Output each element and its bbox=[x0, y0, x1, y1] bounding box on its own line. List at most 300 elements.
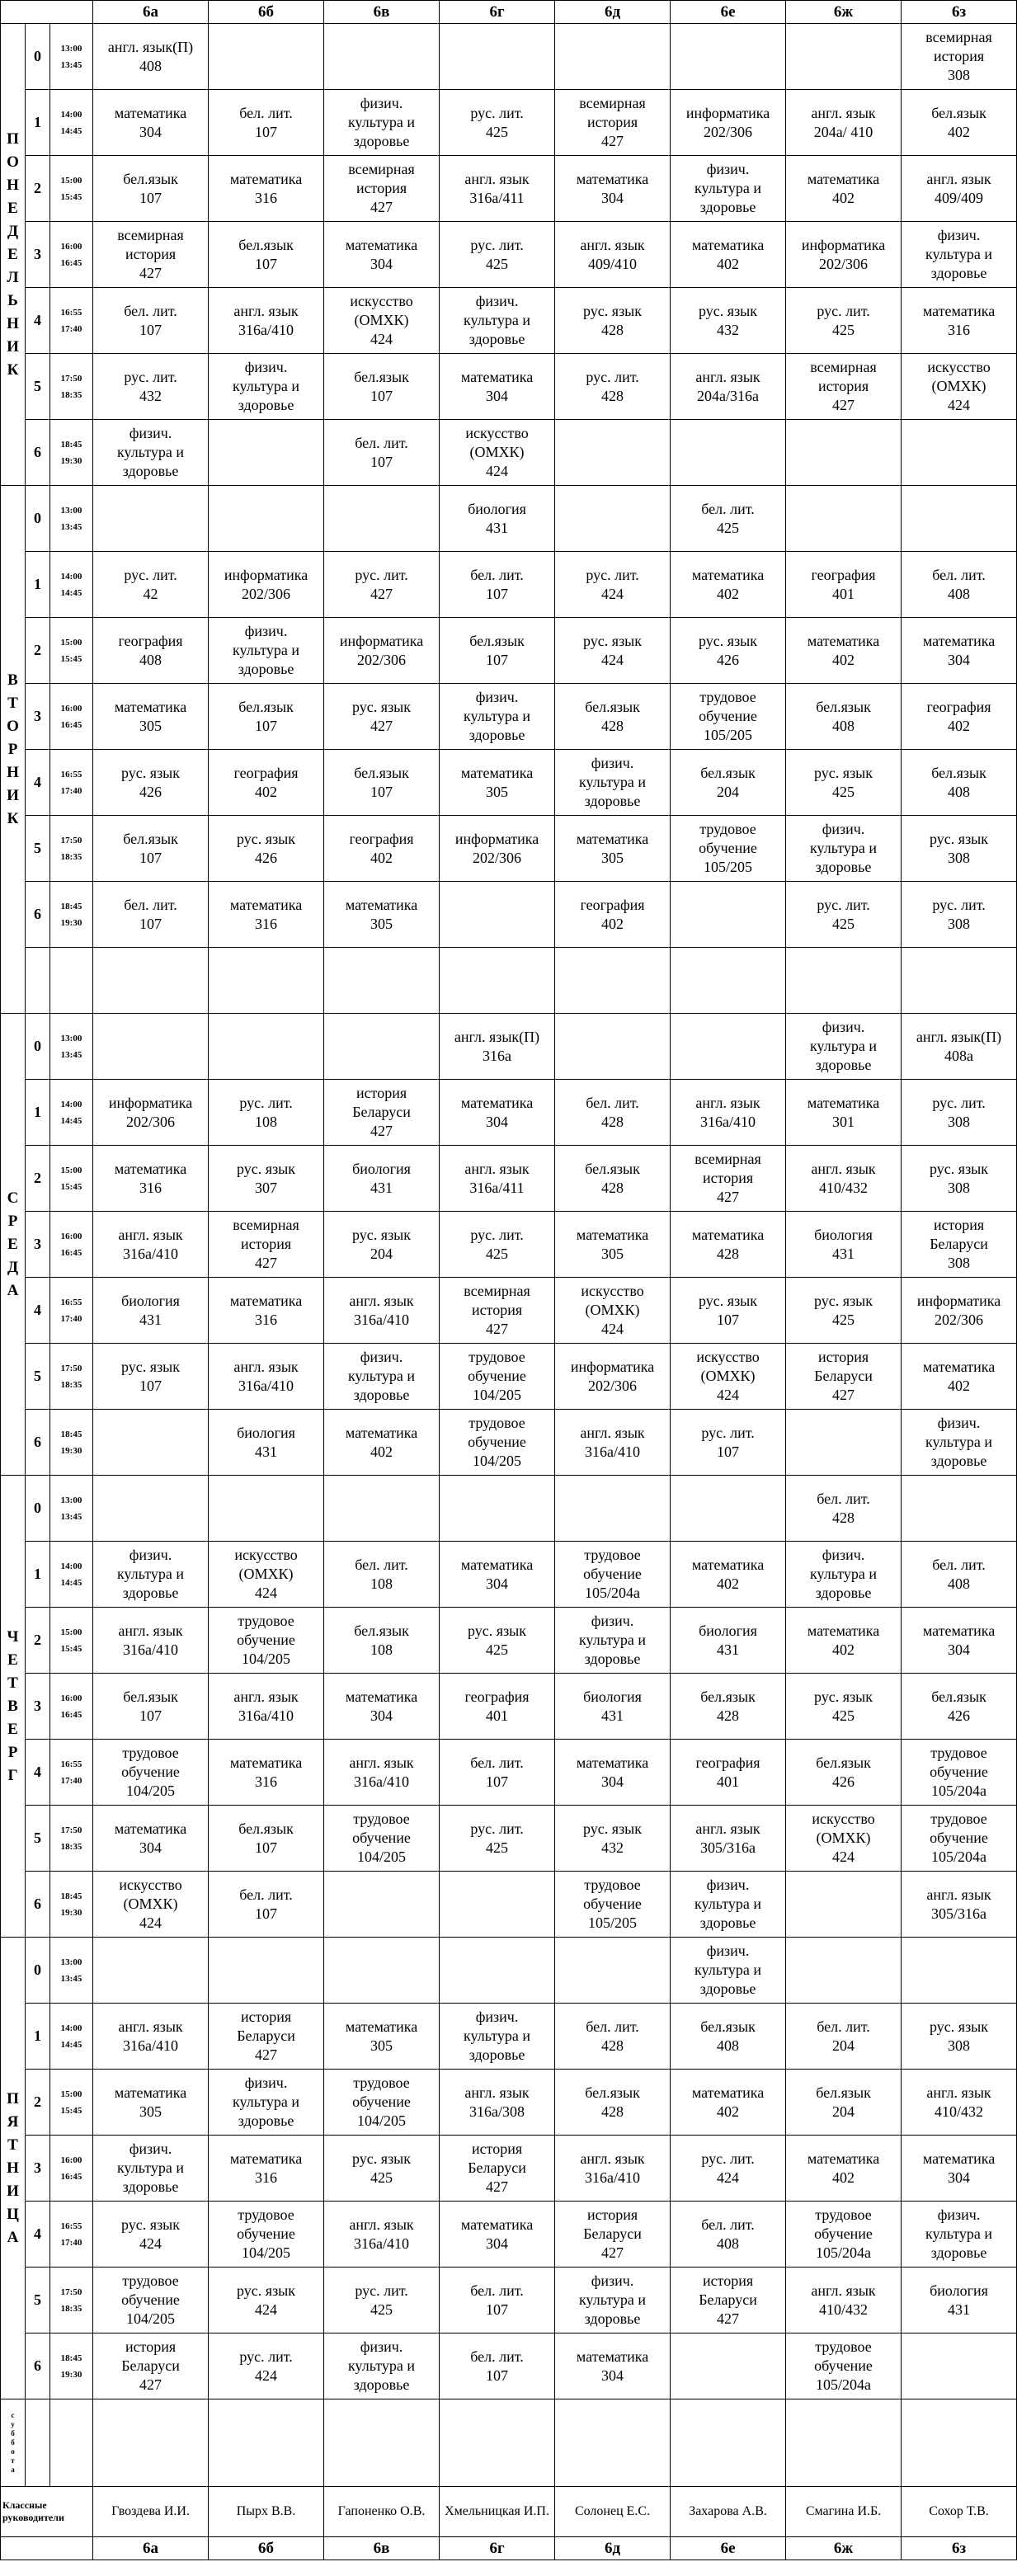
lesson-cell bbox=[324, 2202, 440, 2268]
room-number: 431 bbox=[832, 1245, 855, 1262]
lesson-cell bbox=[93, 222, 209, 288]
room-number: 202/306 bbox=[819, 255, 869, 272]
saturday-cell bbox=[440, 2399, 555, 2487]
lesson-cell bbox=[671, 486, 786, 552]
room-number: 304 bbox=[601, 1773, 624, 1790]
subject-line: культура и bbox=[464, 312, 531, 328]
time-end: 15:45 bbox=[60, 653, 82, 664]
lesson-row bbox=[1, 1872, 1017, 1938]
room-number: 304 bbox=[139, 123, 162, 140]
subject-line: информатика bbox=[454, 830, 539, 847]
room-number: 424 bbox=[370, 331, 393, 347]
class-header-top: 6д bbox=[555, 1, 671, 24]
day-letter: К bbox=[7, 360, 19, 379]
subject-line: рус. лит. bbox=[932, 896, 986, 913]
time-start: 16:00 bbox=[60, 1231, 82, 1241]
lesson-cell bbox=[671, 156, 786, 222]
lesson-row bbox=[1, 2070, 1017, 2136]
room-number: 410/432 bbox=[819, 1179, 869, 1196]
lesson-cell bbox=[324, 750, 440, 816]
time-end: 14:45 bbox=[60, 587, 82, 598]
subject-line: англ. язык bbox=[464, 1160, 530, 1177]
lesson-number: 1 bbox=[26, 1080, 50, 1146]
subject-line: математика bbox=[807, 2150, 880, 2167]
lesson-cell bbox=[555, 1278, 671, 1344]
room-number: 316 bbox=[255, 189, 278, 206]
lesson-cell bbox=[440, 552, 555, 618]
room-number: 408 bbox=[948, 1575, 971, 1592]
room-number: 408а bbox=[944, 1047, 974, 1064]
time-end: 13:45 bbox=[60, 1049, 82, 1060]
room-number: 402 bbox=[717, 2103, 740, 2120]
lesson-cell bbox=[324, 1608, 440, 1674]
lesson-cell bbox=[671, 1872, 786, 1938]
lesson-cell bbox=[324, 2070, 440, 2136]
lesson-time bbox=[50, 2268, 93, 2333]
lesson-cell bbox=[555, 2070, 671, 2136]
lesson-cell bbox=[786, 2070, 902, 2136]
subject-line: бел.язык bbox=[123, 170, 178, 187]
subject-line: математика bbox=[460, 2216, 534, 2233]
subject-line: обучение bbox=[930, 1764, 988, 1780]
lesson-cell bbox=[209, 1146, 324, 1212]
lesson-cell bbox=[209, 222, 324, 288]
lesson-cell bbox=[209, 2333, 324, 2399]
lesson-cell bbox=[93, 1146, 209, 1212]
subject-line: математика bbox=[922, 302, 996, 319]
subject-line: история bbox=[702, 2272, 754, 2289]
lesson-time bbox=[50, 486, 93, 552]
subject-line: география bbox=[580, 896, 645, 913]
room-number: 424 bbox=[139, 2235, 162, 2252]
room-number: 204а/316а bbox=[697, 387, 760, 404]
subject-line: англ. язык bbox=[811, 104, 876, 121]
room-number: 428 bbox=[601, 2037, 624, 2054]
room-number: 401 bbox=[717, 1773, 740, 1790]
lesson-time bbox=[50, 2136, 93, 2202]
room-number: 316а/410 bbox=[585, 1443, 641, 1460]
lesson-time bbox=[50, 1542, 93, 1608]
subject-line: трудовое bbox=[353, 2074, 410, 2091]
lesson-cell bbox=[671, 618, 786, 684]
lesson-cell bbox=[671, 1806, 786, 1872]
subject-line: здоровье bbox=[584, 793, 641, 809]
room-number: 107 bbox=[486, 2366, 509, 2384]
saturday-num bbox=[26, 2399, 50, 2487]
room-number: 108 bbox=[255, 1113, 278, 1130]
time-start: 13:00 bbox=[60, 43, 82, 54]
room-number: 316 bbox=[255, 915, 278, 932]
lesson-cell bbox=[93, 1278, 209, 1344]
room-number: 425 bbox=[832, 915, 855, 932]
room-number: 426 bbox=[717, 651, 740, 668]
lesson-cell bbox=[671, 354, 786, 420]
time-end: 17:40 bbox=[60, 323, 82, 334]
time-end: 14:45 bbox=[60, 125, 82, 136]
room-number: 427 bbox=[486, 1321, 509, 1337]
subject-line: математика bbox=[691, 1556, 765, 1573]
room-number: 316 bbox=[255, 1773, 278, 1790]
room-number: 304 bbox=[370, 1707, 393, 1724]
room-number: 301 bbox=[832, 1113, 855, 1130]
lesson-cell bbox=[555, 1740, 671, 1806]
room-number: 432 bbox=[139, 387, 162, 404]
subject-line: математика bbox=[576, 2348, 649, 2365]
room-number: 428 bbox=[601, 1179, 624, 1196]
lesson-number: 3 bbox=[26, 2136, 50, 2202]
lesson-number: 1 bbox=[26, 90, 50, 156]
subject-line: искусство bbox=[234, 1547, 298, 1563]
subject-line: бел. лит. bbox=[470, 2282, 524, 2299]
subject-line: всемирная bbox=[579, 95, 646, 111]
time-end: 13:45 bbox=[60, 59, 82, 70]
room-number: 431 bbox=[139, 1311, 162, 1328]
day-letter: О bbox=[7, 153, 19, 171]
room-number: 428 bbox=[717, 1707, 740, 1724]
lesson-cell bbox=[902, 750, 1017, 816]
lesson-row bbox=[1, 1080, 1017, 1146]
lesson-number: 1 bbox=[26, 1542, 50, 1608]
subject-line: англ. язык bbox=[233, 302, 299, 319]
room-number: 424 bbox=[255, 1585, 278, 1601]
day-letter: Ь bbox=[7, 291, 18, 309]
subject-line: трудовое bbox=[930, 1745, 987, 1761]
lesson-row bbox=[1, 2268, 1017, 2333]
saturday-cell bbox=[209, 2399, 324, 2487]
lesson-time bbox=[50, 1476, 93, 1542]
lesson-cell bbox=[209, 486, 324, 552]
subject-line: история bbox=[817, 378, 869, 394]
room-number: 427 bbox=[601, 133, 624, 149]
saturday-cell bbox=[93, 2399, 209, 2487]
lesson-row bbox=[1, 1542, 1017, 1608]
lesson-cell bbox=[671, 1542, 786, 1608]
subject-line: бел.язык bbox=[585, 1160, 640, 1177]
lesson-cell bbox=[786, 288, 902, 354]
room-number: 316а/410 bbox=[354, 1311, 410, 1328]
subject-line: математика bbox=[345, 1688, 418, 1705]
subject-line: физич. bbox=[591, 1613, 634, 1629]
subject-line: Беларуси bbox=[699, 2291, 757, 2308]
class-header-bottom: 6в bbox=[324, 2537, 440, 2560]
subject-line: культура и bbox=[694, 1961, 762, 1978]
lesson-cell bbox=[209, 420, 324, 486]
lesson-number: 3 bbox=[26, 1674, 50, 1740]
lesson-cell bbox=[555, 1212, 671, 1278]
room-number: 402 bbox=[832, 651, 855, 668]
room-number: 304 bbox=[948, 2169, 971, 2186]
lesson-cell bbox=[671, 90, 786, 156]
room-number: 402 bbox=[832, 189, 855, 206]
lesson-cell bbox=[555, 2333, 671, 2399]
lesson-cell bbox=[93, 1014, 209, 1080]
lesson-cell bbox=[786, 1476, 902, 1542]
lesson-cell bbox=[209, 354, 324, 420]
subject-line: рус. лит. bbox=[817, 896, 870, 913]
room-number: 424 bbox=[832, 1848, 855, 1865]
room-number: 427 bbox=[255, 1255, 278, 1271]
day-label bbox=[1, 1014, 26, 1476]
subject-line: всемирная bbox=[694, 1151, 761, 1167]
lesson-cell bbox=[786, 882, 902, 948]
room-number: 402 bbox=[601, 915, 624, 932]
lesson-cell bbox=[902, 1938, 1017, 2004]
subject-line: физич. bbox=[937, 1415, 981, 1431]
lesson-cell bbox=[671, 1344, 786, 1410]
lesson-cell bbox=[440, 750, 555, 816]
subject-line: англ. язык bbox=[464, 2084, 530, 2101]
room-number: 316а/410 bbox=[123, 1641, 179, 1658]
lesson-cell bbox=[324, 486, 440, 552]
time-start: 14:00 bbox=[60, 571, 82, 582]
room-number: 304 bbox=[486, 1575, 509, 1592]
day-letter: Н bbox=[7, 176, 19, 194]
day-letter: К bbox=[7, 809, 19, 827]
lesson-time bbox=[50, 1212, 93, 1278]
subject-line: математика bbox=[807, 632, 880, 649]
lesson-cell bbox=[440, 222, 555, 288]
lesson-cell bbox=[555, 1674, 671, 1740]
lesson-cell bbox=[93, 2202, 209, 2268]
subject-line: здоровье bbox=[122, 2178, 179, 2195]
lesson-cell bbox=[209, 1344, 324, 1410]
room-number: 105/205 bbox=[704, 859, 753, 875]
subject-line: математика bbox=[576, 1754, 649, 1771]
room-number: 316а/410 bbox=[354, 2235, 410, 2252]
time-start: 14:00 bbox=[60, 2023, 82, 2033]
lesson-cell bbox=[786, 1212, 902, 1278]
subject-line: обучение bbox=[583, 1896, 642, 1912]
lesson-cell bbox=[902, 1608, 1017, 1674]
subject-line: англ. язык bbox=[695, 1820, 760, 1837]
room-number: 426 bbox=[139, 783, 162, 800]
class-header-row-top bbox=[1, 1, 1017, 24]
lesson-cell bbox=[902, 222, 1017, 288]
subject-line: рус. лит. bbox=[586, 368, 639, 385]
room-number: 107 bbox=[486, 2301, 509, 2318]
day-letter: Т bbox=[7, 694, 18, 712]
room-number: 42 bbox=[143, 585, 158, 602]
lesson-number: 2 bbox=[26, 156, 50, 222]
time-start: 13:00 bbox=[60, 1495, 82, 1505]
time-start: 14:00 bbox=[60, 109, 82, 120]
subject-line: бел. лит. bbox=[586, 2018, 639, 2035]
lesson-number: 6 bbox=[26, 882, 50, 948]
lesson-cell bbox=[555, 1872, 671, 1938]
day-letter: Н bbox=[7, 2159, 19, 2177]
lesson-cell bbox=[555, 288, 671, 354]
subject-line: бел. лит. bbox=[586, 1094, 639, 1111]
lesson-time bbox=[50, 1938, 93, 2004]
day-letter: Д bbox=[7, 222, 19, 240]
subject-line: бел.язык bbox=[700, 764, 756, 781]
lesson-cell bbox=[902, 2004, 1017, 2070]
subject-line: трудовое bbox=[699, 821, 756, 837]
lesson-row bbox=[1, 552, 1017, 618]
lesson-cell bbox=[555, 1410, 671, 1476]
subject-line: обучение bbox=[237, 1632, 295, 1648]
time-start: 16:00 bbox=[60, 241, 82, 252]
lesson-cell bbox=[440, 420, 555, 486]
lesson-cell bbox=[440, 1278, 555, 1344]
day-letter: Е bbox=[7, 1720, 18, 1738]
room-number: 424 bbox=[717, 2169, 740, 2186]
room-number: 107 bbox=[139, 189, 162, 206]
lesson-cell bbox=[93, 1938, 209, 2004]
subject-line: культура и bbox=[925, 246, 993, 262]
subject-line: трудовое bbox=[353, 1811, 410, 1827]
subject-line: бел. лит. bbox=[817, 2018, 870, 2035]
subject-line: математика bbox=[114, 1160, 187, 1177]
time-end: 15:45 bbox=[60, 1643, 82, 1654]
room-number: 107 bbox=[486, 585, 509, 602]
time-end: 18:35 bbox=[60, 2303, 82, 2314]
room-number: 107 bbox=[139, 321, 162, 338]
lesson-row bbox=[1, 1674, 1017, 1740]
time-start: 17:50 bbox=[60, 835, 82, 845]
lesson-number: 1 bbox=[26, 552, 50, 618]
lesson-cell bbox=[209, 1542, 324, 1608]
subject-line: рус. лит. bbox=[470, 1226, 524, 1243]
subject-line: история bbox=[933, 1217, 985, 1233]
room-number: 107 bbox=[139, 1377, 162, 1394]
subject-line: культура и bbox=[233, 378, 300, 394]
day-letter: с bbox=[11, 2411, 15, 2419]
subject-line: физич. bbox=[360, 1349, 403, 1365]
lesson-cell bbox=[324, 816, 440, 882]
lesson-cell bbox=[93, 24, 209, 90]
subject-line: бел.язык bbox=[816, 1754, 871, 1771]
subject-line: бел. лит. bbox=[470, 1754, 524, 1771]
lesson-cell bbox=[555, 882, 671, 948]
teacher-name: Хмельницкая И.П. bbox=[440, 2487, 555, 2537]
room-number: 316 bbox=[139, 1179, 162, 1196]
lesson-cell bbox=[324, 1410, 440, 1476]
lesson-time bbox=[50, 1608, 93, 1674]
lesson-cell bbox=[209, 552, 324, 618]
subject-line: культура и bbox=[464, 2027, 531, 2044]
lesson-cell bbox=[209, 2070, 324, 2136]
subject-line: история bbox=[240, 2009, 292, 2025]
lesson-cell bbox=[440, 2004, 555, 2070]
subject-line: рус. лит. bbox=[701, 2150, 755, 2167]
time-end: 18:35 bbox=[60, 1841, 82, 1852]
room-number: 425 bbox=[370, 2301, 393, 2318]
teacher-name: Гапоненко О.В. bbox=[324, 2487, 440, 2537]
subject-line: физич. bbox=[129, 2140, 172, 2157]
subject-line: информатика bbox=[570, 1358, 655, 1375]
time-start: 13:00 bbox=[60, 505, 82, 516]
subject-line: биология bbox=[930, 2282, 988, 2299]
subject-line: (ОМХК) bbox=[700, 1368, 756, 1384]
lesson-cell bbox=[93, 684, 209, 750]
subject-line: рус. лит. bbox=[239, 2348, 293, 2365]
lesson-cell bbox=[555, 1476, 671, 1542]
room-number: 402 bbox=[717, 1575, 740, 1592]
lesson-cell bbox=[93, 2070, 209, 2136]
room-number: 401 bbox=[486, 1707, 509, 1724]
lesson-cell bbox=[555, 222, 671, 288]
subject-line: математика bbox=[229, 1754, 303, 1771]
subject-line: история bbox=[702, 1170, 754, 1186]
time-end: 18:35 bbox=[60, 851, 82, 862]
subject-line: математика bbox=[460, 1094, 534, 1111]
lesson-cell bbox=[786, 1806, 902, 1872]
subject-line: трудовое bbox=[238, 1613, 294, 1629]
room-number: 107 bbox=[370, 783, 393, 800]
lesson-number: 6 bbox=[26, 1872, 50, 1938]
room-number: 408 bbox=[717, 2037, 740, 2054]
room-number: 428 bbox=[601, 717, 624, 734]
subject-line: физич. bbox=[822, 821, 865, 837]
subject-line: математика bbox=[691, 236, 765, 253]
subject-line: искусство bbox=[465, 425, 529, 441]
subject-line: англ. язык bbox=[349, 2216, 414, 2233]
subject-line: рус. лит. bbox=[239, 1094, 293, 1111]
room-number: 408 bbox=[139, 57, 162, 74]
room-number: 402 bbox=[255, 783, 278, 800]
subject-line: физич. bbox=[475, 2009, 519, 2025]
lesson-cell bbox=[93, 1806, 209, 1872]
lesson-cell bbox=[555, 24, 671, 90]
subject-line: обучение bbox=[352, 2093, 411, 2110]
lesson-cell bbox=[902, 2333, 1017, 2399]
class-header-top: 6в bbox=[324, 1, 440, 24]
lesson-cell bbox=[93, 1410, 209, 1476]
lesson-cell bbox=[93, 90, 209, 156]
lesson-cell bbox=[671, 1014, 786, 1080]
lesson-cell bbox=[324, 882, 440, 948]
time-end: 15:45 bbox=[60, 191, 82, 202]
lesson-cell bbox=[93, 618, 209, 684]
header-corner bbox=[1, 2537, 93, 2560]
teacher-name: Захарова А.В. bbox=[671, 2487, 786, 2537]
lesson-number: 5 bbox=[26, 354, 50, 420]
subject-line: рус. лит. bbox=[124, 368, 177, 385]
room-number: 308 bbox=[948, 915, 971, 932]
lesson-cell bbox=[786, 750, 902, 816]
subject-line: информатика bbox=[801, 236, 886, 253]
lesson-cell bbox=[786, 2136, 902, 2202]
subject-line: бел.язык bbox=[585, 698, 640, 715]
room-number: 316а/411 bbox=[469, 1179, 525, 1196]
subject-line: математика bbox=[229, 170, 303, 187]
subject-line: математика bbox=[691, 2084, 765, 2101]
lesson-cell bbox=[555, 90, 671, 156]
subject-line: искусство bbox=[927, 359, 991, 375]
day-letter: О bbox=[7, 717, 19, 735]
lesson-cell bbox=[93, 1344, 209, 1410]
room-number: 316а/410 bbox=[123, 1245, 179, 1262]
room-number: 316а/410 bbox=[700, 1113, 756, 1130]
lesson-cell bbox=[93, 552, 209, 618]
lesson-row bbox=[1, 2333, 1017, 2399]
room-number: 408 bbox=[832, 717, 855, 734]
lesson-row bbox=[1, 1476, 1017, 1542]
lesson-cell bbox=[440, 90, 555, 156]
room-number: 431 bbox=[370, 1179, 393, 1196]
time-end: 16:45 bbox=[60, 1709, 82, 1720]
spacer-cell bbox=[555, 948, 671, 1014]
lesson-cell bbox=[440, 882, 555, 948]
room-number: 107 bbox=[139, 915, 162, 932]
saturday-cell bbox=[324, 2399, 440, 2487]
subject-line: биология bbox=[237, 1424, 295, 1441]
lesson-cell bbox=[93, 750, 209, 816]
time-start: 18:45 bbox=[60, 901, 82, 911]
room-number: 305/316а bbox=[931, 1905, 987, 1922]
lesson-cell bbox=[671, 2136, 786, 2202]
